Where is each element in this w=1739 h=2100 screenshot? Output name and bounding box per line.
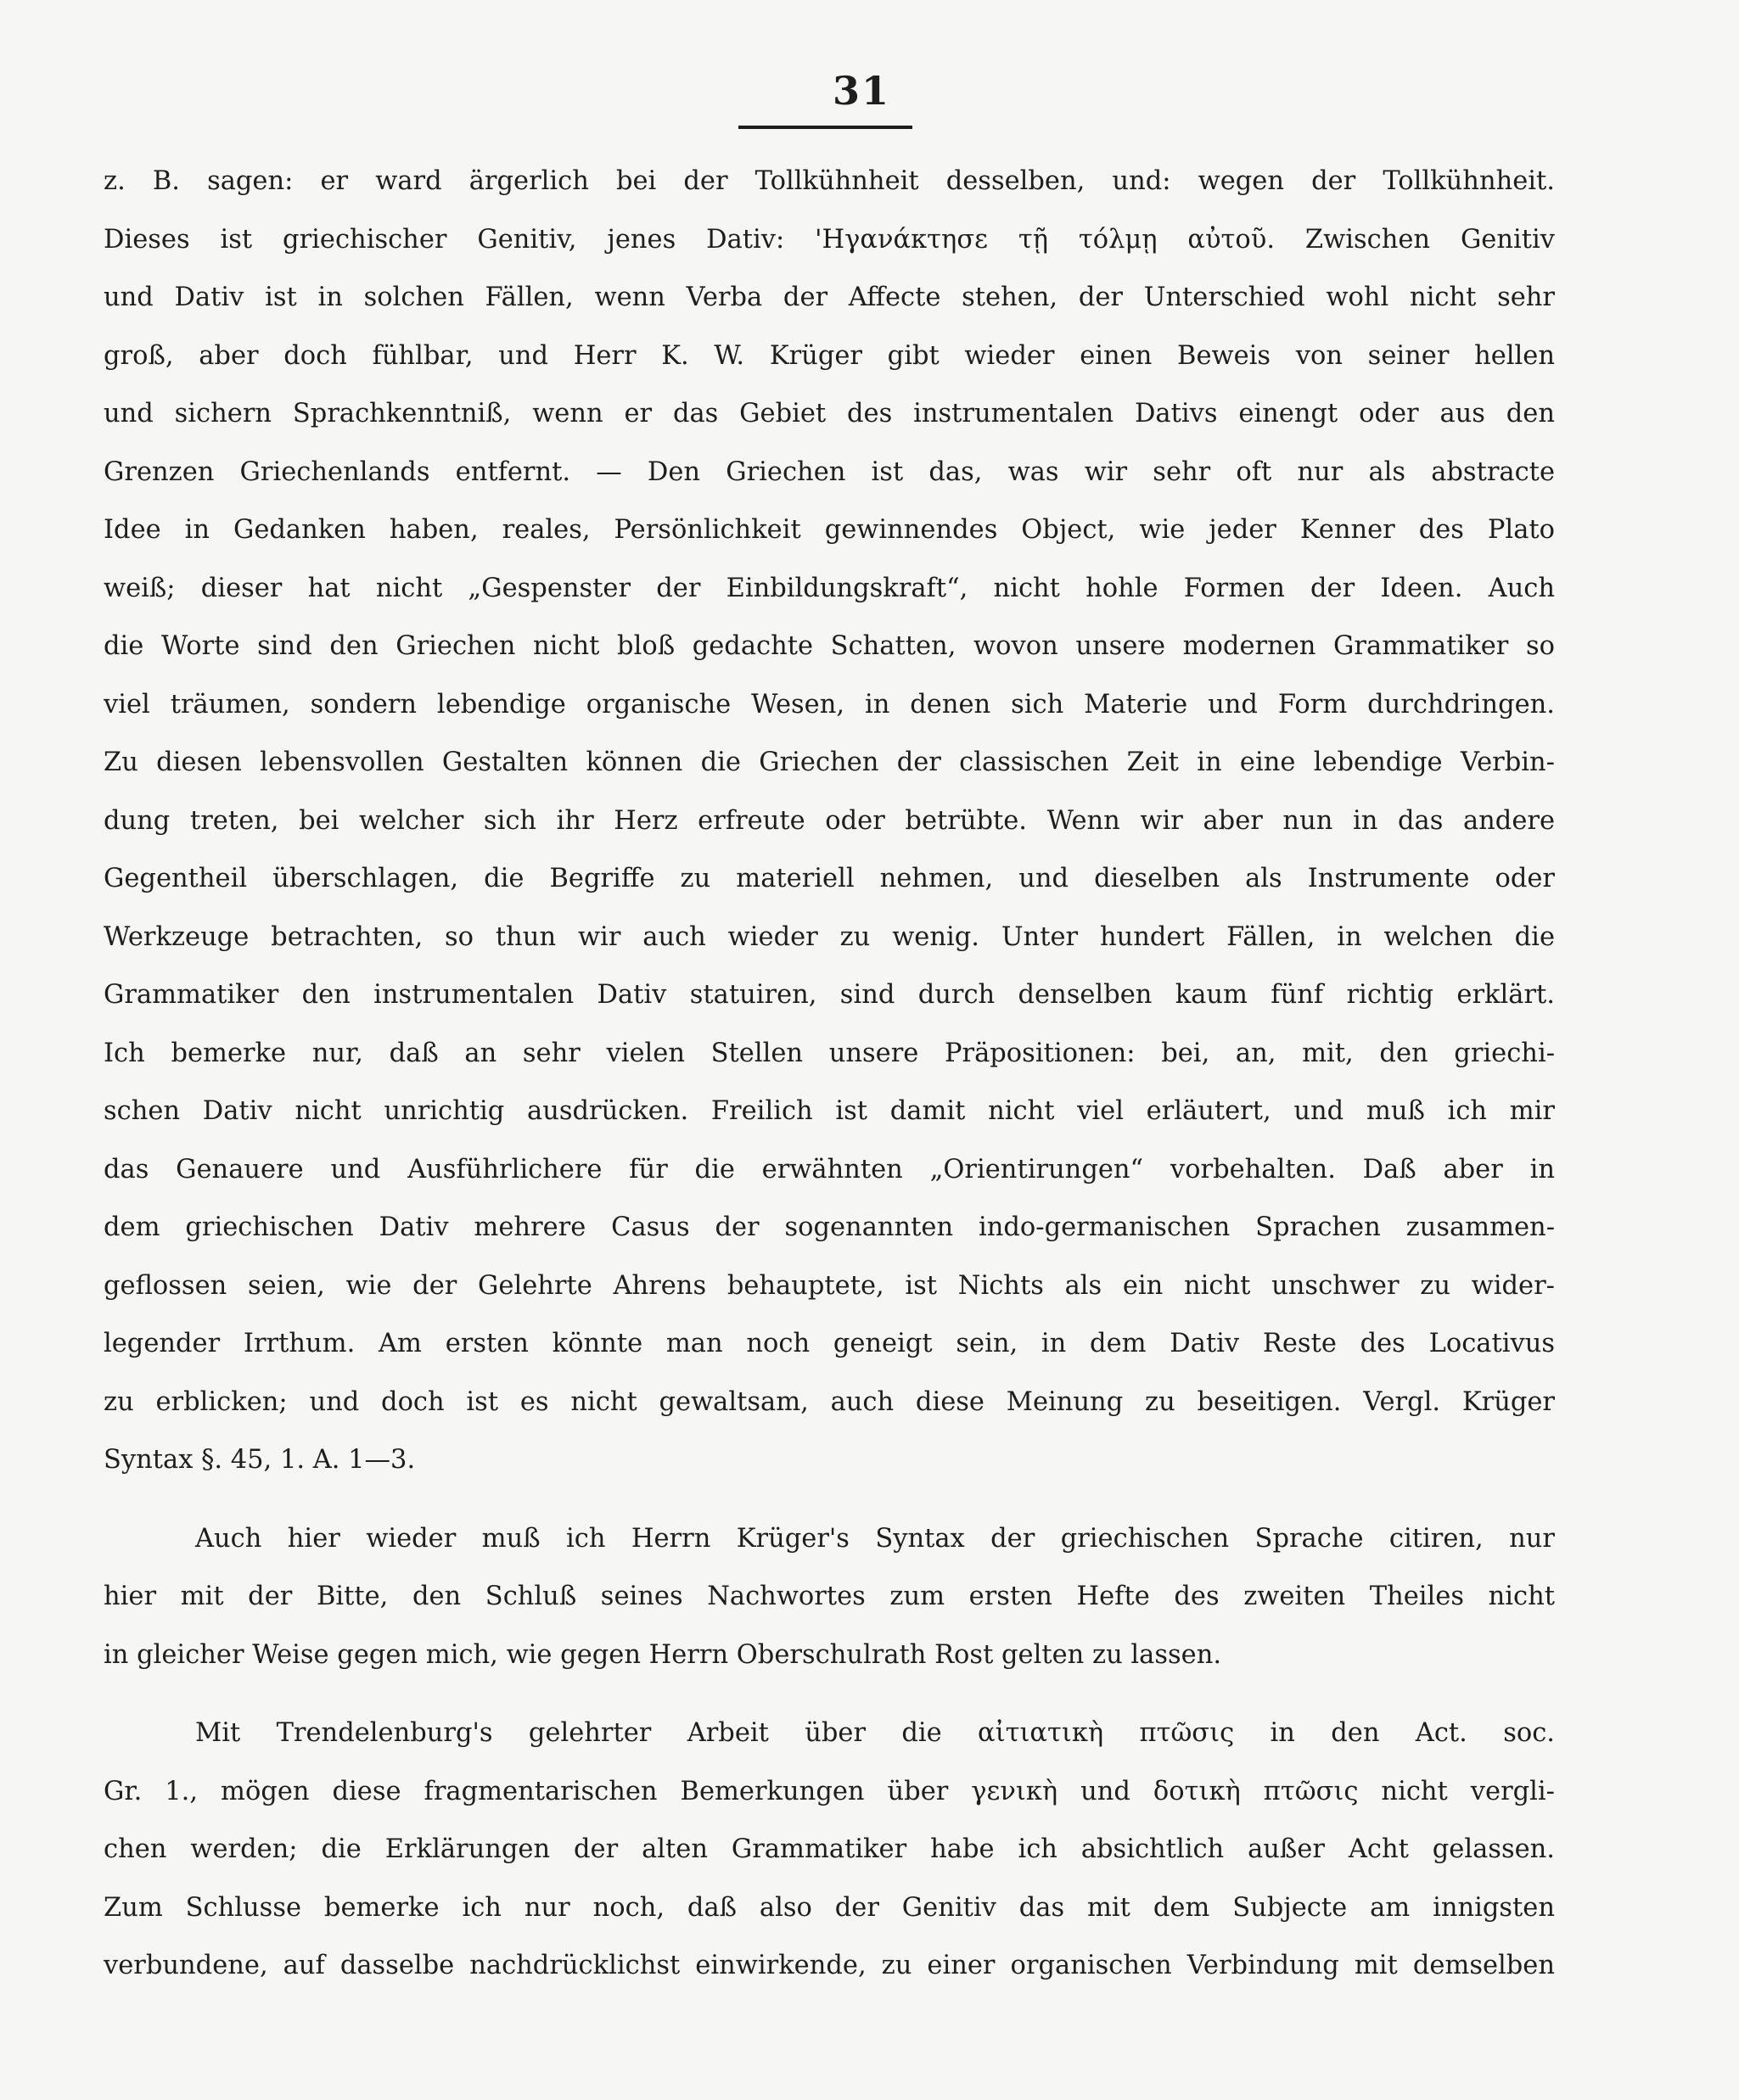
text-line: hier mit der Bitte, den Schluß seines Nachwortes zum ersten Hefte des zweiten Theiles nicht <box>104 1582 1555 1611</box>
text-line: viel träumen, sondern lebendige organische Wesen, in denen sich Materie und Form durchdringen. <box>104 689 1555 720</box>
text-line: die Worte sind den Griechen nicht bloß gedachte Schatten, wovon unsere modernen Grammatiker so <box>104 631 1555 661</box>
text-line: verbundene, auf dasselbe nachdrücklichst einwirkende, zu einer organischen Verbindung mit demselben <box>104 1951 1555 1980</box>
page-number: 31 <box>832 68 890 114</box>
text-line: Gegentheil überschlagen, die Begriffe zu materiell nehmen, und dieselben als Instrumente oder <box>104 864 1555 893</box>
text-line: das Genauere und Ausführlichere für die erwähnten „Orientirungen“ vorbehalten. Daß aber in <box>104 1154 1555 1184</box>
text-line: chen werden; die Erklärungen der alten Grammatiker habe ich absichtlich außer Acht gelassen. <box>104 1834 1555 1864</box>
text-line: geflossen seien, wie der Gelehrte Ahrens behauptete, ist Nichts als ein nicht unschwer zu wider- <box>104 1270 1555 1301</box>
text-line: in gleicher Weise gegen mich, wie gegen Herrn Oberschulrath Rost gelten zu lassen. <box>104 1639 1222 1670</box>
text-line: Zu diesen lebensvollen Gestalten können die Griechen der classischen Zeit in eine lebendige Verbin- <box>104 748 1555 777</box>
text-line: Syntax §. 45, 1. A. 1—3. <box>104 1445 416 1475</box>
paragraph-gap <box>104 1490 1555 1510</box>
text-line: Mit Trendelenburg's gelehrter Arbeit über die αἰτιατικὴ πτῶσις in den Act. soc. <box>195 1718 1555 1748</box>
text-line: zu erblicken; und doch ist es nicht gewaltsam, auch diese Meinung zu beseitigen. Vergl. Krüger <box>104 1386 1555 1417</box>
text-line: legender Irrthum. Am ersten könnte man noch geneigt sein, in dem Dativ Reste des Locativus <box>104 1329 1555 1358</box>
text-line: schen Dativ nicht unrichtig ausdrücken. Freilich ist damit nicht viel erläutert, und muß ich mir <box>104 1096 1555 1126</box>
text-line: dung treten, bei welcher sich ihr Herz erfreute oder betrübte. Wenn wir aber nun in das andere <box>104 805 1555 836</box>
text-line: Grenzen Griechenlands entfernt. — Den Griechen ist das, was wir sehr oft nur als abstracte <box>104 456 1555 487</box>
text-line: z. B. sagen: er ward ärgerlich bei der Tollkühnheit desselben, und: wegen der Tollkühnheit. <box>104 166 1555 196</box>
text-line: und sichern Sprachkenntniß, wenn er das Gebiet des instrumentalen Dativs einengt oder aus den <box>104 399 1555 428</box>
paragraph-gap <box>104 1684 1555 1705</box>
text-line: Zum Schlusse bemerke ich nur noch, daß also der Genitiv das mit dem Subjecte am innigsten <box>104 1892 1555 1923</box>
text-line: Auch hier wieder muß ich Herrn Krüger's Syntax der griechischen Sprache citiren, nur <box>195 1523 1555 1554</box>
page-number-rule <box>738 126 912 129</box>
text-line: Ich bemerke nur, daß an sehr vielen Stellen unsere Präpositionen: bei, an, mit, den griechi- <box>104 1038 1555 1068</box>
text-line: Idee in Gedanken haben, reales, Persönlichkeit gewinnendes Object, wie jeder Kenner des Plato <box>104 515 1555 545</box>
text-line: groß, aber doch fühlbar, und Herr K. W. Krüger gibt wieder einen Beweis von seiner hellen <box>104 340 1555 371</box>
text-line: Werkzeuge betrachten, so thun wir auch wieder zu wenig. Unter hundert Fällen, in welchen die <box>104 921 1555 952</box>
text-line: und Dativ ist in solchen Fällen, wenn Verba der Affecte stehen, der Unterschied wohl nicht sehr <box>104 283 1555 312</box>
text-line: dem griechischen Dativ mehrere Casus der sogenannten indo-germanischen Sprachen zusammen- <box>104 1212 1555 1242</box>
text-line: Dieses ist griechischer Genitiv, jenes Dativ: 'Ηγανάκτησε τῇ τόλμῃ αὐτοῦ. Zwischen Genitiv <box>104 224 1555 255</box>
text-line: weiß; dieser hat nicht „Gespenster der Einbildungskraft“, nicht hohle Formen der Ideen. Auch <box>104 573 1555 603</box>
text-line: Grammatiker den instrumentalen Dativ statuiren, sind durch denselben kaum fünf richtig erklärt. <box>104 980 1555 1010</box>
text-line: Gr. 1., mögen diese fragmentarischen Bemerkungen über γενικὴ und δοτικὴ πτῶσις nicht vergli- <box>104 1776 1555 1806</box>
body-text <box>104 153 1555 1996</box>
